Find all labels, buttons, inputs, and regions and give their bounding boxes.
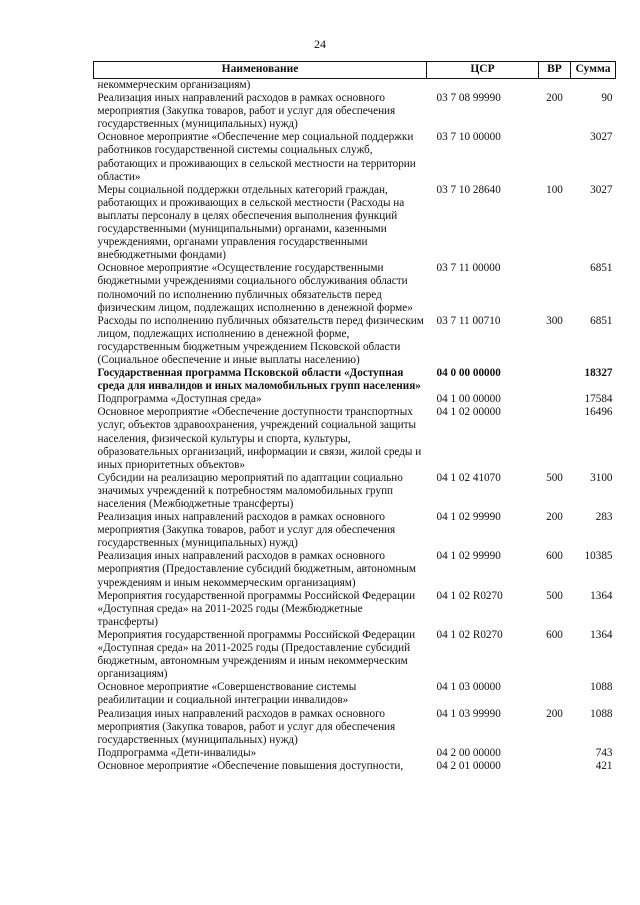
row-csr-cell: 04 2 00 00000 [436,746,501,759]
row-sum-cell: 3027 [590,183,613,196]
row-vr-cell [539,393,571,406]
row-vr-cell [539,747,571,760]
row-vr-cell [539,367,571,393]
row-sum-cell: 1088 [590,707,613,720]
page-number: 24 [314,37,326,51]
row-name-cell: Подпрограмма «Дети-инвалиды» [97,746,257,759]
row-vr-cell: 300 [546,314,563,327]
table-row [94,747,616,760]
header-csr: ЦСР [427,62,539,79]
row-vr-cell [539,79,571,93]
row-vr-cell: 500 [546,589,563,602]
row-vr-cell: 600 [546,628,563,641]
row-csr-cell: 04 1 02 R0270 [436,589,503,602]
row-sum-cell: 6851 [590,314,613,327]
row-name-cell: Государственная программа Псковской области «Доступная среда для инвалидов и иных маломобильных групп населения» [97,367,421,393]
row-name-cell: Основное мероприятие «Совершенствование системы реабилитации и социальной интеграции инвалидов» [97,681,357,707]
table-row [94,472,616,511]
table-row [94,681,616,707]
row-vr-cell [539,681,571,707]
table-row [94,550,616,589]
row-vr-cell [539,406,571,471]
row-name-cell: Основное мероприятие «Обеспечение доступности транспортных услуг, объектов здравоохранения, учреждений социальной защиты населения, физической культуры и спорта, культуры, образовательных организаций, информации и связи, жилой среды и иных приоритетных объектов» [97,406,422,471]
row-name-cell: Реализация иных направлений расходов в рамках основного мероприятия (Закупка товаров, работ и услуг для обеспечения государственных (муниципальных) нужд) [97,92,396,131]
table-row [94,511,616,550]
table-row [94,629,616,681]
table-row [94,760,616,773]
row-sum-cell: 10385 [584,550,613,563]
table-row [94,367,616,393]
header-vr: ВР [539,62,571,79]
table-row [94,406,616,471]
table-row [94,708,616,747]
table-row [94,262,616,314]
row-name-cell: Реализация иных направлений расходов в рамках основного мероприятия (Предоставление субсидий бюджетным, автономным учреждениям и иным некоммерческим организациям) [97,550,416,589]
row-csr-cell: 04 1 02 99990 [436,550,501,563]
row-name-cell: Меры социальной поддержки отдельных категорий граждан, работающих и проживающих в сельской местности (Расходы на выплаты персоналу в целях обеспечения выполнения функций государственными (муниципальными) органами, казенными учреждениями, органами управления государственными внебюджетными фондами) [97,183,405,262]
row-vr-cell: 200 [546,707,563,720]
table-body [94,79,616,773]
row-vr-cell: 500 [546,471,563,484]
table-row [94,131,616,183]
row-sum-cell: 421 [595,759,613,772]
row-csr-cell: 04 1 03 99990 [436,707,501,720]
row-csr-cell: 04 0 00 00000 [436,367,501,380]
table-row [94,184,616,263]
row-vr-cell [539,262,571,314]
table-header-row [94,62,616,79]
row-vr-cell: 600 [546,550,563,563]
row-vr-cell: 100 [546,183,563,196]
row-name-cell: Основное мероприятие «Обеспечение мер социальной поддержки работников государственной системы социальных служб, работающих и проживающих в сельской местности на территории области» [97,131,416,183]
table-row [94,92,616,131]
row-sum-cell: 90 [601,92,613,105]
row-csr-cell: 04 1 02 00000 [436,406,501,419]
row-sum-cell: 16496 [584,406,613,419]
row-name-cell: Подпрограмма «Доступная среда» [97,393,262,406]
row-csr-cell: 03 7 08 99990 [436,92,501,105]
budget-table-container [93,61,615,773]
row-sum-cell: 283 [595,511,613,524]
row-csr-cell: 04 1 02 R0270 [436,628,503,641]
row-name-cell: Мероприятия государственной программы Российской Федерации «Доступная среда» на 2011-2025 годы (Межбюджетные трансферты) [97,589,416,628]
row-csr-cell: 04 1 03 00000 [436,681,501,694]
row-sum-cell: 3100 [590,471,613,484]
row-name-cell: Реализация иных направлений расходов в рамках основного мероприятия (Закупка товаров, работ и услуг для обеспечения государственных (муниципальных) нужд) [97,511,396,550]
row-sum-cell: 3027 [590,131,613,144]
row-csr-cell: 04 1 02 41070 [436,471,501,484]
row-name-cell: Расходы по исполнению публичных обязательств перед физическим лицом, подлежащих исполнению в денежной форме, государственным бюджетным учреждением Псковской области (Социальное обеспечение и иные выплаты населению) [97,314,424,366]
row-csr-cell: 03 7 11 00000 [436,262,501,275]
row-csr-cell: 03 7 10 00000 [436,131,501,144]
table-row [94,315,616,367]
table-row [94,79,616,93]
header-sum: Сумма [571,62,616,79]
row-name-cell: некоммерческим организациям) [97,79,251,91]
table-row [94,393,616,406]
header-name: Наименование [94,62,427,79]
row-name-cell: Мероприятия государственной программы Российской Федерации «Доступная среда» на 2011-2025 годы (Предоставление субсидий бюджетным, автономным учреждениям и иным некоммерческим организациям) [97,628,416,681]
row-sum-cell: 17584 [584,393,613,406]
row-vr-cell [539,131,571,183]
row-sum-cell: 1364 [590,628,613,641]
row-csr-cell: 04 2 01 00000 [436,759,501,772]
row-sum-cell: 743 [595,746,613,759]
row-vr-cell [539,760,571,773]
row-sum-cell: 1364 [590,589,613,602]
row-name-cell: Субсидии на реализацию мероприятий по адаптации социально значимых учреждений к потребностям маломобильных групп населения (Межбюджетные трансферты) [97,471,403,510]
table-row [94,590,616,629]
row-csr-cell: 04 1 00 00000 [436,393,501,406]
budget-table [93,61,616,773]
row-vr-cell: 200 [546,92,563,105]
row-sum-cell: 18327 [584,367,613,380]
row-sum-cell: 6851 [590,262,613,275]
row-vr-cell: 200 [546,511,563,524]
row-csr-cell: 04 1 02 99990 [436,511,501,524]
row-sum-cell: 1088 [590,681,613,694]
row-name-cell: Основное мероприятие «Осуществление государственными бюджетными учреждениями социального обслуживания области полномочий по исполнению публичных обязательств перед физическим лицом, подлежащих исполнению в денежной форме» [97,262,413,314]
row-sum-cell [571,79,616,93]
row-csr-cell [427,79,539,93]
row-name-cell: Реализация иных направлений расходов в рамках основного мероприятия (Закупка товаров, работ и услуг для обеспечения государственных (муниципальных) нужд) [97,707,396,746]
row-name-cell: Основное мероприятие «Обеспечение повышения доступности, [97,759,404,772]
row-csr-cell: 03 7 11 00710 [436,314,501,327]
row-csr-cell: 03 7 10 28640 [436,183,501,196]
